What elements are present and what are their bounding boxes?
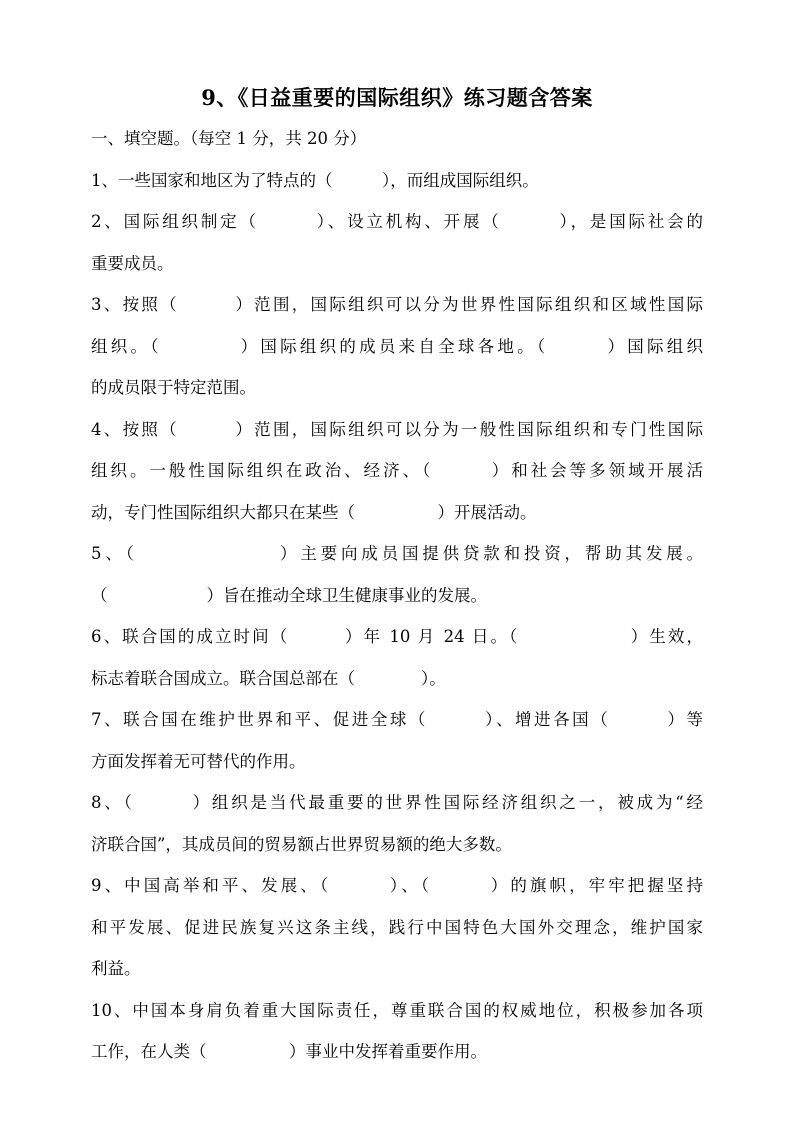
question-10-line-1: 10、中国本身肩负着重大国际责任，尊重联合国的权威地位，积极参加各项 — [91, 1001, 703, 1020]
question-3-line-3: 的成员限于特定范围。 — [91, 378, 256, 397]
question-4-line-1: 4、按照（ ）范围，国际组织可以分为一般性国际组织和专门性国际 — [91, 420, 703, 439]
section-heading: 一、填空题。（每空 1 分，共 20 分） — [91, 129, 367, 148]
question-7-line-2: 方面发挥着无可替代的作用。 — [91, 752, 306, 771]
question-9-line-1: 9、中国高举和平、发展、（ ）、（ ）的旗帜，牢牢把握坚持 — [91, 876, 703, 895]
question-10-line-2: 工作，在人类（ ）事业中发挥着重要作用。 — [91, 1042, 487, 1061]
question-8-line-1: 8、（ ）组织是当代最重要的世界性国际经济组织之一，被成为“经 — [91, 793, 703, 812]
question-5-line-1: 5、（ ）主要向成员国提供贷款和投资，帮助其发展。 — [91, 544, 703, 563]
question-4-line-3: 动，专门性国际组织大都只在某些（ ）开展活动。 — [91, 503, 537, 522]
question-5-line-2: （ ）旨在推动全球卫生健康事业的发展。 — [91, 586, 487, 605]
question-8-line-2: 济联合国”，其成员间的贸易额占世界贸易额的绝大多数。 — [91, 835, 512, 854]
document-title: 9、《日益重要的国际组织》练习题含答案 — [201, 85, 593, 110]
question-4-line-2: 组织。一般性国际组织在政治、经济、（ ）和社会等多领域开展活 — [91, 461, 703, 480]
question-1-line-1: 1、一些国家和地区为了特点的（ ），而组成国际组织。 — [91, 171, 539, 190]
question-2-line-1: 2、国际组织制定（ ）、设立机构、开展（ ），是国际社会的 — [91, 212, 703, 231]
question-7-line-1: 7、联合国在维护世界和平、促进全球（ ）、增进各国（ ）等 — [91, 710, 703, 729]
question-9-line-3: 利益。 — [91, 959, 141, 978]
question-9-line-2: 和平发展、促进民族复兴这条主线，践行中国特色大国外交理念，维护国家 — [91, 918, 703, 937]
question-3-line-2: 组织。（ ）国际组织的成员来自全球各地。（ ）国际组织 — [91, 337, 703, 356]
question-3-line-1: 3、按照（ ）范围，国际组织可以分为世界性国际组织和区域性国际 — [91, 295, 703, 314]
question-2-line-2: 重要成员。 — [91, 254, 174, 273]
question-6-line-1: 6、联合国的成立时间（ ）年 10 月 24 日。（ ）生效， — [91, 627, 703, 646]
question-6-line-2: 标志着联合国成立。联合国总部在（ ）。 — [91, 669, 446, 688]
